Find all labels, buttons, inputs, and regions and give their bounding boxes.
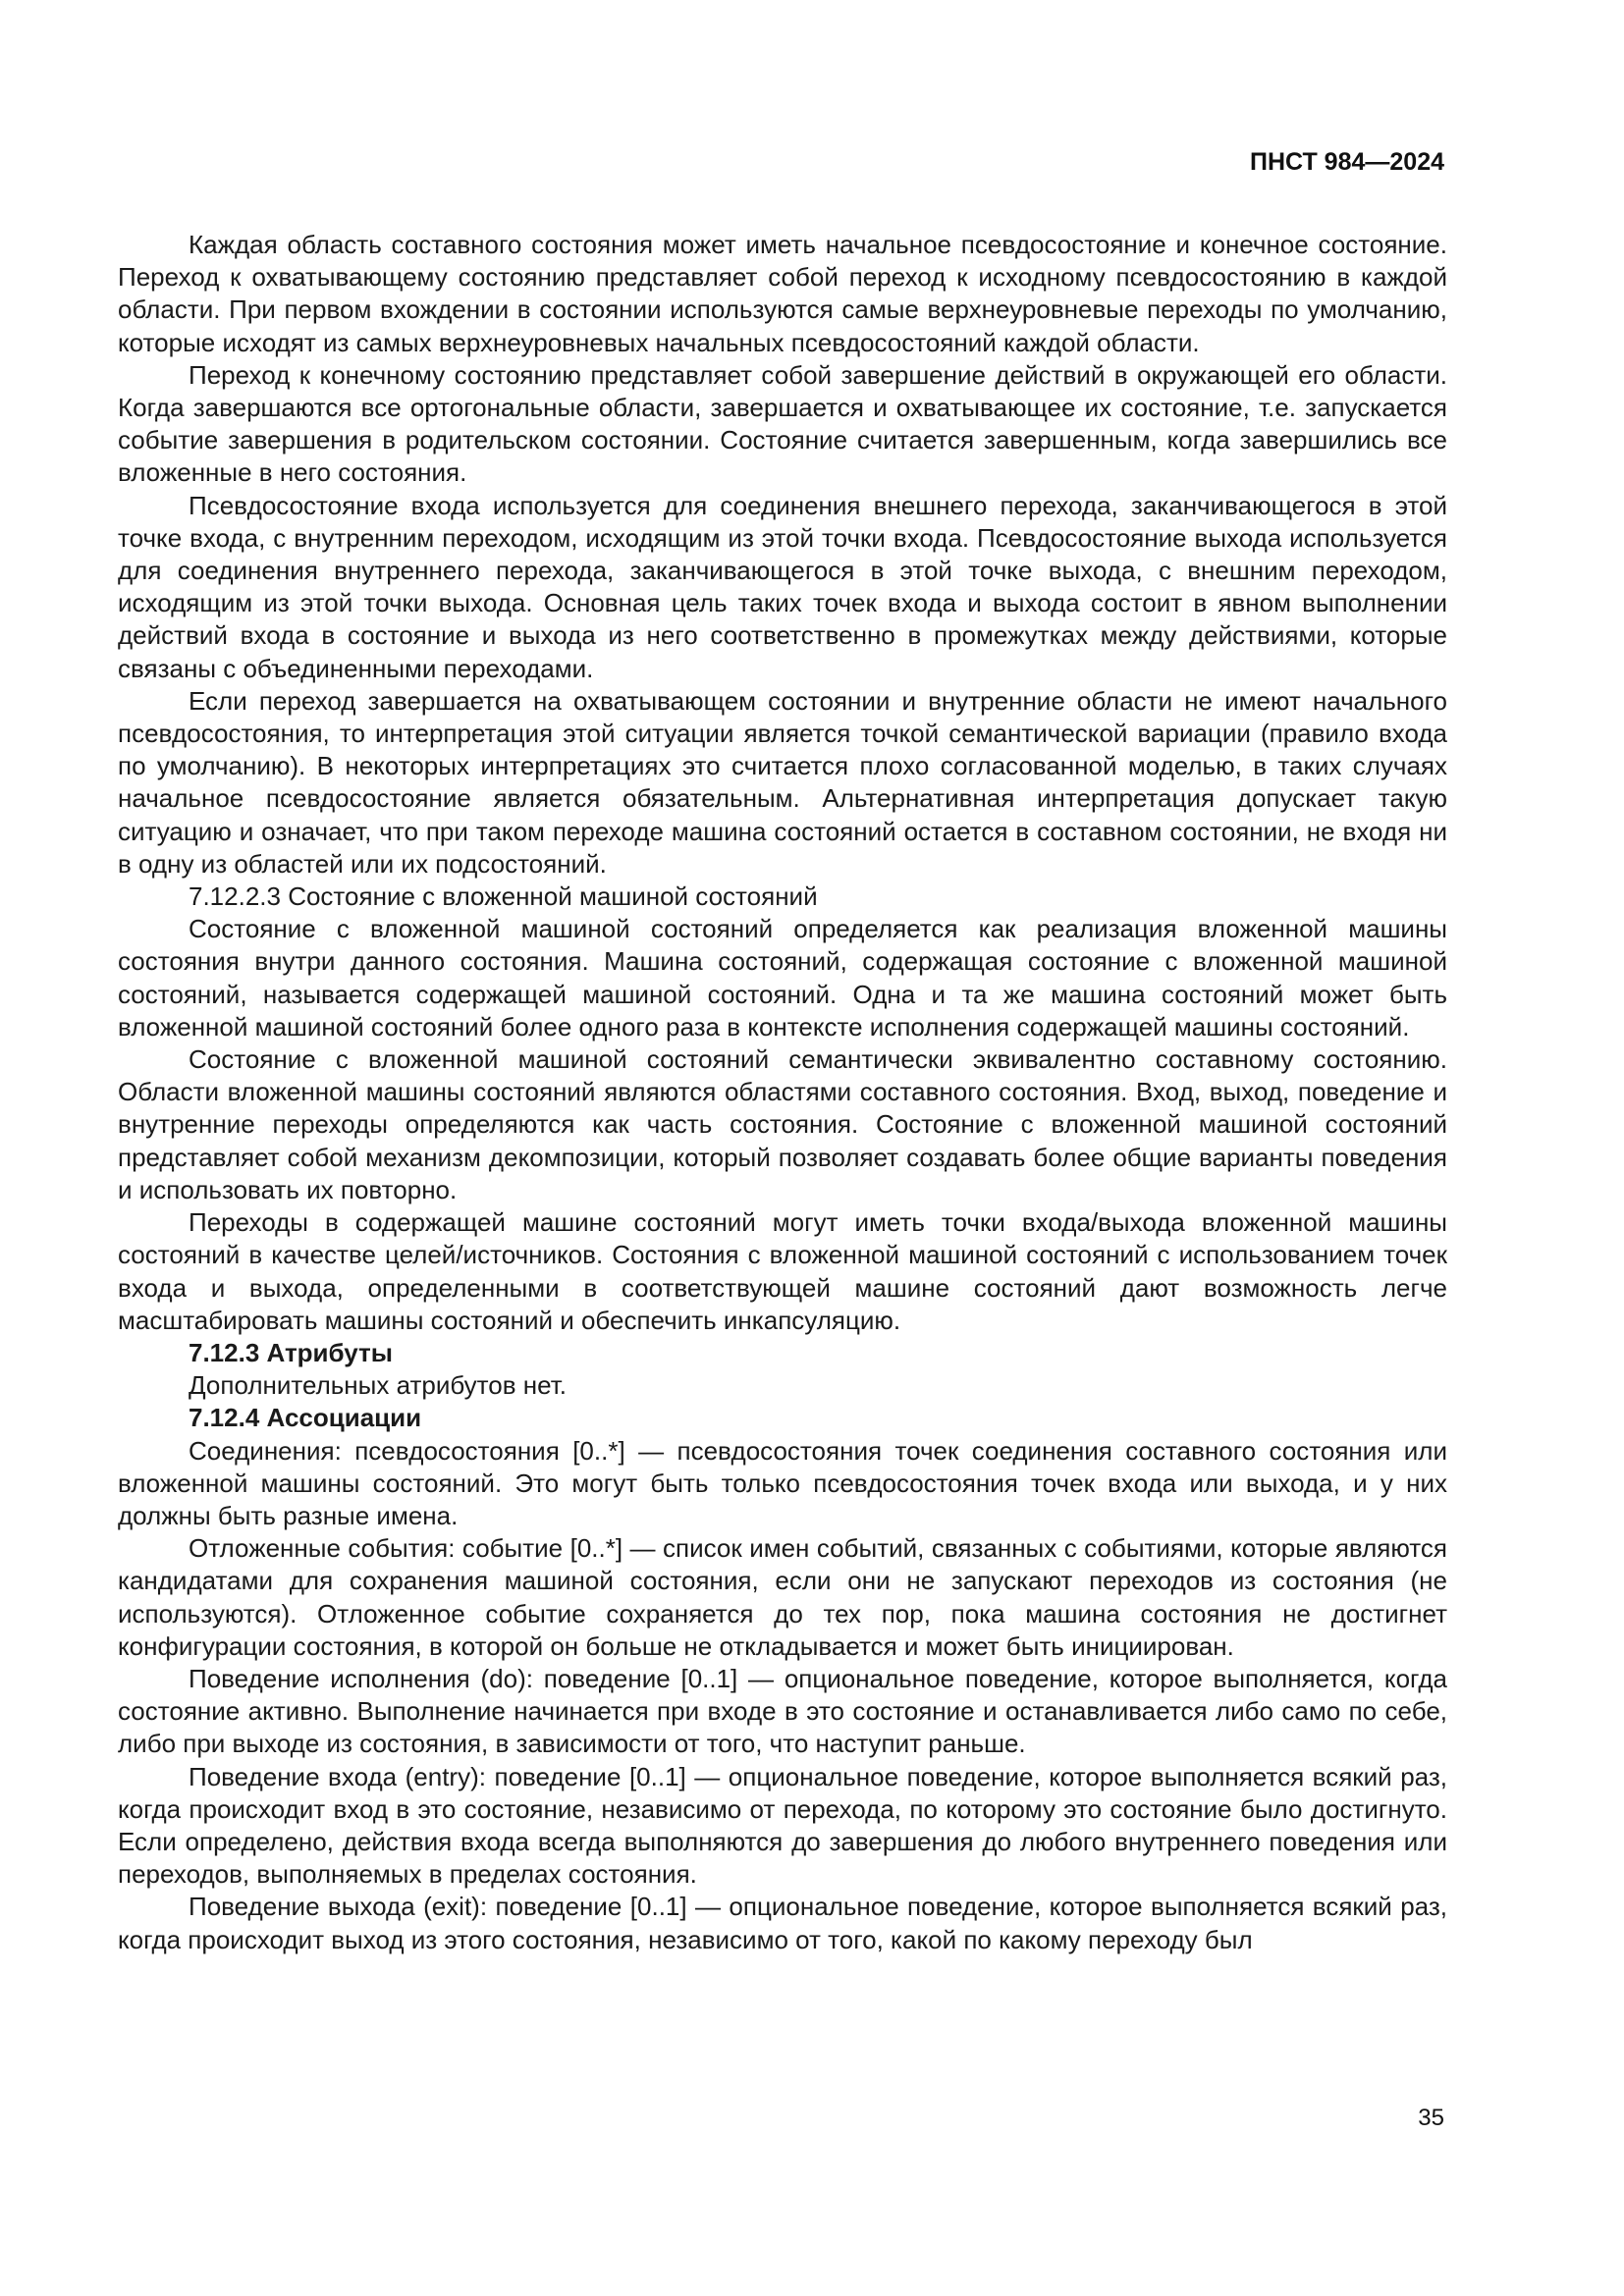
page-number: 35 bbox=[1418, 2105, 1444, 2131]
document-code-header: ПНСТ 984—2024 bbox=[1250, 148, 1444, 176]
paragraph: Переходы в содержащей машине состояний могут иметь точки входа/выхода вложенной машины состояний в качестве целей/источников. Состояния с вложенной машиной состояний с использованием точек входа и выхода, определенными в соответствующей машине состояний дают возможность легче масштабировать машины состояний и обеспечить инкапсуляцию. bbox=[118, 1207, 1447, 1335]
paragraph: Поведение исполнения (do): поведение [0..1] — опциональное поведение, которое выполняется, когда состояние активно. Выполнение начинается при входе в это состояние и останавливается либо само по себе, либо при выходе из состояния, в зависимости от того, что наступит раньше. bbox=[118, 1663, 1447, 1759]
body-text bbox=[118, 229, 1447, 1956]
paragraph: Если переход завершается на охватывающем состоянии и внутренние области не имеют начального псевдосостояния, то интерпретация этой ситуации является точкой семантической вариации (правило входа по умолчанию). В некоторых интерпретациях это считается плохо согласованной моделью, в таких случаях начальное псевдосостояние является обязательным. Альтернативная интерпретация допускает такую ситуацию и означает, что при таком переходе машина состояний остается в составном состоянии, не входя ни в одну из областей или их подсостояний. bbox=[118, 685, 1447, 879]
paragraph: Переход к конечному состоянию представляет собой завершение действий в окружающей его области. Когда завершаются все ортогональные области, завершается и охватывающее их состояние, т.е. запускается событие завершения в родительском состоянии. Состояние считается завершенным, когда завершились все вложенные в него состояния. bbox=[118, 359, 1447, 488]
paragraph: Соединения: псевдосостояния [0..*] — псевдосостояния точек соединения составного состояния или вложенной машины состояний. Это могут быть только псевдосостояния точек входа или выхода, и у них должны быть разные имена. bbox=[118, 1435, 1447, 1530]
paragraph: Поведение выхода (exit): поведение [0..1] — опциональное поведение, которое выполняется всякий раз, когда происходит выход из этого состояния, независимо от того, какой по какому переходу был bbox=[118, 1892, 1447, 1954]
paragraph: Состояние с вложенной машиной состояний семантически эквивалентно составному состоянию. Области вложенной машины состояний являются областями составного состояния. Вход, выход, поведение и внутренние переходы определяются как часть состояния. Состояние с вложенной машиной состояний представляет собой механизм декомпозиции, который позволяет создавать более общие варианты поведения и использовать их повторно. bbox=[118, 1044, 1447, 1204]
paragraph: Поведение входа (entry): поведение [0..1] — опциональное поведение, которое выполняется всякий раз, когда происходит вход в это состояние, независимо от перехода, по которому это состояние было достигнуто. Если определено, действия входа всегда выполняются до завершения до любого внутреннего поведения или переходов, выполняемых в пределах состояния. bbox=[118, 1761, 1447, 1890]
subsection-heading: 7.12.2.3 Состояние с вложенной машиной состояний bbox=[189, 881, 818, 912]
paragraph: Псевдосостояние входа используется для соединения внешнего перехода, заканчивающегося в этой точке входа, с внутренним переходом, исходящим из этой точки входа. Псевдосостояние выхода используется для соединения внутреннего перехода, заканчивающегося в этой точке выхода, с внешним переходом, исходящим из этой точки выхода. Основная цель таких точек входа и выхода состоит в явном выполнении действий входа в состояние и выхода из него соответственно в промежутках между действиями, которые связаны с объединенными переходами. bbox=[118, 490, 1447, 683]
paragraph: Дополнительных атрибутов нет. bbox=[189, 1370, 567, 1401]
section-heading-associations: 7.12.4 Ассоциации bbox=[189, 1403, 422, 1433]
paragraph: Отложенные события: событие [0..*] — список имен событий, связанных с событиями, которые являются кандидатами для сохранения машиной состояния, если они не запускают переходов из состояния (не используются). Отложенное событие сохраняется до тех пор, пока машина состояния не достигнет конфигурации состояния, в которой он больше не откладывается и может быть инициирован. bbox=[118, 1533, 1447, 1661]
paragraph: Состояние с вложенной машиной состояний определяется как реализация вложенной машины состояния внутри данного состояния. Машина состояний, содержащая состояние с вложенной машиной состояний, называется содержащей машиной состояний. Одна и та же машина состояний может быть вложенной машиной состояний более одного раза в контексте исполнения содержащей машины состояний. bbox=[118, 914, 1447, 1041]
paragraph: Каждая область составного состояния может иметь начальное псевдосостояние и конечное состояние. Переход к охватывающему состоянию представляет собой переход к исходному псевдосостоянию в каждой области. При первом вхождении в состоянии используются самые верхнеуровневые переходы по умолчанию, которые исходят из самых верхнеуровневых начальных псевдосостояний каждой области. bbox=[118, 230, 1447, 357]
section-heading-attributes: 7.12.3 Атрибуты bbox=[189, 1337, 393, 1367]
